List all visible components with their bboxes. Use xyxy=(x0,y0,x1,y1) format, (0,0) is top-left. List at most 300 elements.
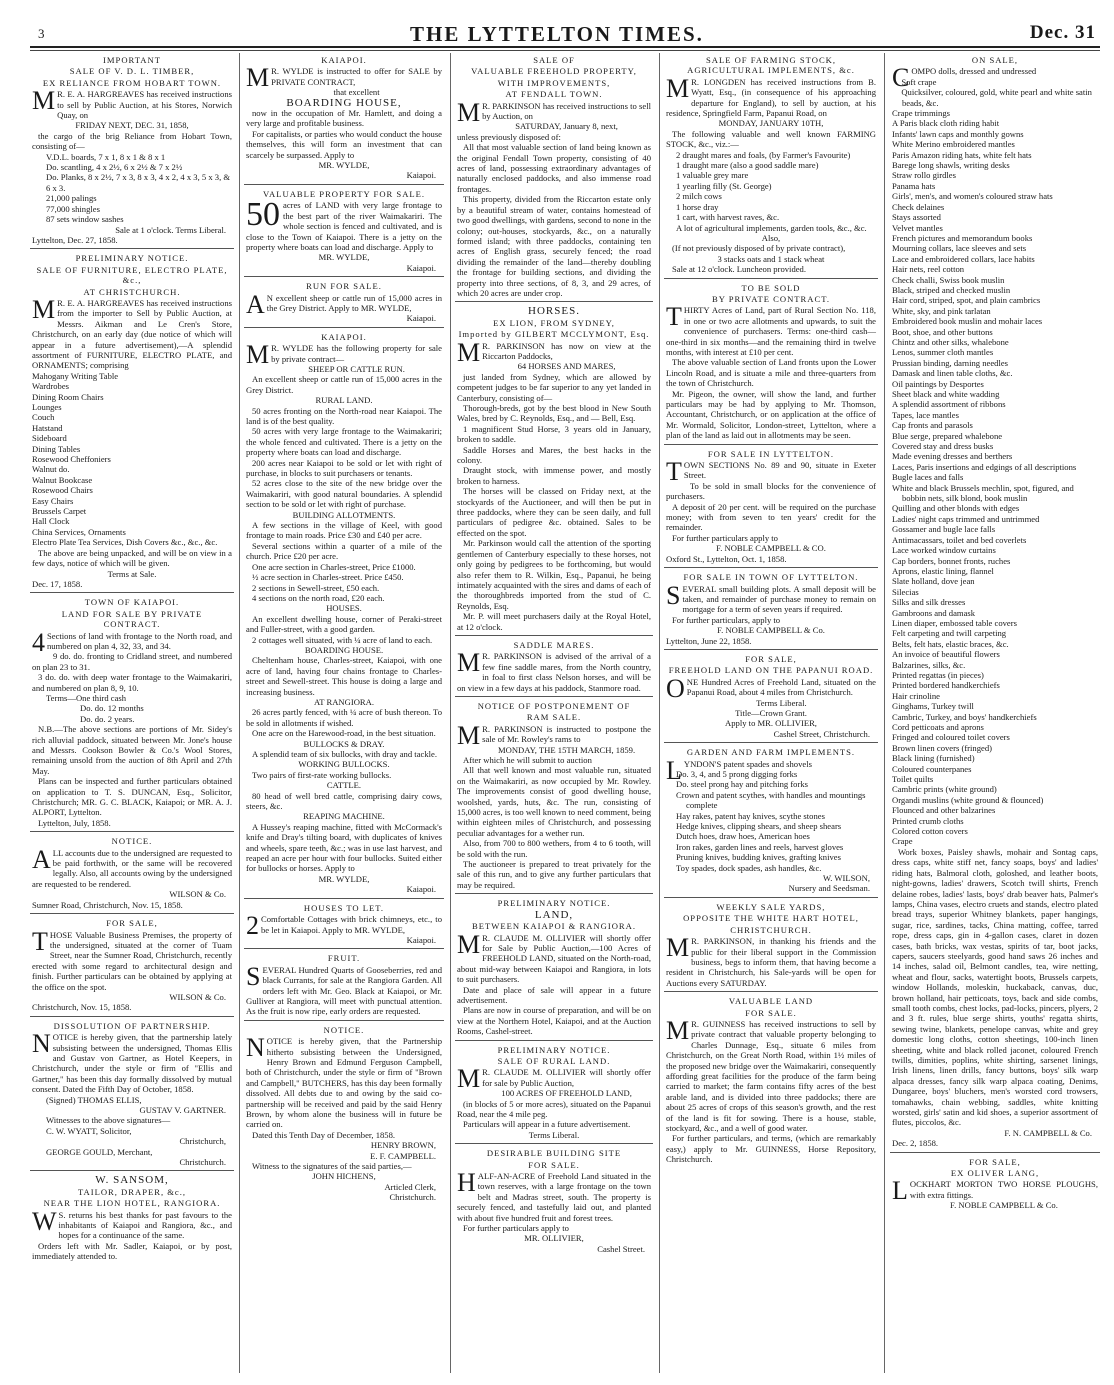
ad-date-line: MONDAY, JANUARY 10TH, xyxy=(718,118,824,129)
ad-body: To be sold in small blocks for the convenience of purchasers. xyxy=(666,480,876,502)
ad-heading: WEEKLY SALE YARDS, xyxy=(716,901,826,912)
list-item: Check challi, Swiss book muslin xyxy=(892,274,1005,285)
ad-list-item: V.D.L. boards, 7 x 1, 8 x 1 & 8 x 1 xyxy=(46,151,166,162)
list-item: Walnut Bookcase xyxy=(32,474,93,485)
ad-date: Dec. 2, 1858. xyxy=(892,1138,939,1149)
drop-cap: M xyxy=(457,1064,481,1094)
ad-heading: RUN FOR SALE. xyxy=(306,281,382,292)
column-divider xyxy=(884,53,885,1373)
ad-terms: Terms Liberal. xyxy=(528,1129,580,1140)
list-item: Cord petticoats and aprons xyxy=(892,722,984,732)
ad-body: Sale at 12 o'clock. Luncheon provided. xyxy=(672,264,806,275)
list-item: Hall Clock xyxy=(32,516,70,527)
ad-body: Sections of land with frontage to the North road, and numbered on plan 4, 32, 33, and 34. xyxy=(47,630,232,651)
ad-body: Saddle Horses and Mares, the best hacks in the colony. xyxy=(457,444,651,466)
drop-cap: T xyxy=(666,302,682,332)
drop-cap: M xyxy=(666,933,690,963)
ad-heading: Imported by GILBERT MCCLYMONT, Esq. xyxy=(458,329,650,340)
list-item: Slate holland, dove jean xyxy=(892,576,975,587)
ad-heading: NOTICE OF POSTPONEMENT OF xyxy=(477,700,631,711)
list-item: Hatstand xyxy=(32,422,63,433)
ad-heading: SALE OF FARMING STOCK, AGRICULTURAL IMPLEMENTS, &c. xyxy=(687,55,855,76)
ad-body: R. E. A. HARGREAVES has received instructions from the importer to Sell by Public Auction, at Messrs. Aikman and Le Cren's Store, Christchurch, on an early day (due notice of which will appear in a future advertisement),—A splendid assortment of FURNITURE, ELECTRO PLATE, and ORNAMENTS; comprising xyxy=(32,297,232,371)
ad-body: R. PARKINSON has received instructions to sell by Auction, on xyxy=(482,100,651,122)
list-item: French pictures and memorandum books xyxy=(892,232,1033,243)
advert-papanui-land xyxy=(664,652,878,743)
ad-heading: FOR SALE, xyxy=(745,653,797,664)
ad-heading: FOR SALE. xyxy=(528,1159,580,1170)
drop-cap: A xyxy=(246,289,265,319)
advert-dissolution xyxy=(30,1019,234,1172)
list-item: Toilet quilts xyxy=(892,774,934,785)
ad-body: 26 acres partly fenced, with ¼ acre of bush thereon. To be sold in allotments if wished. xyxy=(246,707,442,728)
list-item: Embroidered book muslin and mohair laces xyxy=(892,316,1043,327)
ad-signature: MR. WYLDE, xyxy=(318,252,370,263)
list-item: Belts, felt hats, elastic braces, &c. xyxy=(892,638,1009,649)
drop-cap: W xyxy=(32,1206,57,1236)
column-divider xyxy=(450,53,451,1373)
advert-land-kaiapoi-rangiora xyxy=(455,896,653,1040)
ad-body: R. WYLDE has the following property for sale by private contract— xyxy=(271,343,442,364)
advert-farming-stock xyxy=(664,53,878,279)
ad-body: All that most valuable section of land being known as the original Fendall Town property, consisting of 40 acres of land, possessing extraordinary advantages of naturally enclosed paddocks, and also immense road frontages. xyxy=(457,142,651,194)
ad-heading: VALUABLE FREEHOLD PROPERTY, xyxy=(471,66,637,77)
list-item: Flounced and other balzarines xyxy=(892,805,996,816)
ad-subheading: BULLOCKS & DRAY. xyxy=(303,738,385,749)
ad-subheading: BOARDING HOUSE. xyxy=(304,644,384,655)
ad-heading: ON SALE, xyxy=(971,55,1019,65)
ad-body: Also, from 700 to 800 wethers, from 4 to 6 tooth, will be sold with the run. xyxy=(457,838,651,859)
advert-building-plots xyxy=(664,570,878,650)
ad-body: 50 acres fronting on the North-road near Kaiapoi. The land is of the best quality. xyxy=(246,405,442,426)
list-item: Barege long shawls, writing desks xyxy=(892,160,1010,171)
advert-building-site xyxy=(455,1146,653,1257)
drop-cap: M xyxy=(457,337,481,367)
advert-garden-implements xyxy=(664,745,878,898)
ad-body: The horses will be classed on Friday next, at the stockyards of the Auctioneer, and will then be put in three paddocks, where they can be seen daily, and full particulars of pedigree &c. obtained. Sales to be effected on the spot. xyxy=(457,486,651,538)
ad-heading: SALE OF V. D. L. TIMBER, xyxy=(69,66,195,77)
list-item: White, sky, and pink tarlatan xyxy=(892,305,991,316)
drop-cap: S xyxy=(666,580,681,610)
drop-cap: T xyxy=(666,457,682,487)
ad-body: R. E. A. HARGREAVES has received instructions to sell by Public Auction, at his Stores, Norwich Quay, on xyxy=(57,89,232,121)
goods-list xyxy=(892,77,1098,847)
ad-body: Thorough-breds, got by the best blood in New South Wales, bred by C. Reynolds, Esq., and — Bell, Esq. xyxy=(457,403,651,424)
ad-heading: LAND, xyxy=(534,908,574,921)
advert-weekly-sale-yards xyxy=(664,900,878,992)
ad-body: 3 do. do. with deep water frontage to the Waimakariri, and numbered on plan 8, 9, 10. xyxy=(32,672,232,693)
ad-subheading: HOUSES. xyxy=(326,603,362,614)
list-item: Quicksilver, coloured, gold, white pearl and white satin beads, &c. xyxy=(901,87,1092,108)
list-item: Mahogany Writing Table xyxy=(32,370,119,381)
list-item: Iron rakes, garden lines and reels, harvest gloves xyxy=(676,841,844,852)
ad-date-line: FRIDAY NEXT, DEC. 31, 1858, xyxy=(75,120,189,131)
list-item: Girls', men's, and women's coloured straw hats xyxy=(892,191,1053,202)
ad-place: Cashel Street. xyxy=(597,1243,645,1254)
list-item: Crape trimmings xyxy=(892,108,950,119)
ad-heading: PRELIMINARY NOTICE. xyxy=(497,1044,611,1055)
ad-heading: HORSES. xyxy=(528,305,580,318)
ad-witness: JOHN HICHENS, xyxy=(312,1171,376,1182)
ad-body: An excellent dwelling house, corner of Peraki-street and Fuller-street, with a good garden. xyxy=(246,613,442,635)
ad-body: just landed from Sydney, which are allowed by competent judges to be far superior to any yet landed in Canterbury, consisting of— xyxy=(457,371,651,403)
ad-body: S. returns his best thanks for past favours to the inhabitants of Kaiapoi and Rangiora, &c., and hopes for a continuance of the same. xyxy=(58,1209,232,1241)
ad-body: OTICE is hereby given, that the partnership lately subsisting between the undersigned, Thomas Ellis and Gustav von Gartner, as Hotel Keepers, in Christchurch, under the style or firm of "Ellis and Gartner," has been this day formally dissolved by mutual consent. Dated the Fifth Day of October, 1858. xyxy=(32,1032,232,1095)
ad-body: N excellent sheep or cattle run of 15,000 acres in the Grey District. Apply to MR. WYLDE, xyxy=(266,292,442,313)
advert-lyttelton-sections xyxy=(664,447,878,568)
ad-heading: NOTICE. xyxy=(323,1024,365,1035)
ad-date-line: SATURDAY, January 8, next, xyxy=(515,121,618,132)
list-item: White and black Brussels mechlin, spot, figured, and bobbin nets, silk blond, book muslin xyxy=(892,482,1074,504)
ad-body: 80 head of well bred cattle, comprising dairy cows, steers, &c. xyxy=(246,790,442,812)
list-item: Hedge knives, clipping shears, and sheep shears xyxy=(676,821,842,832)
advert-sansom-tailor xyxy=(30,1173,234,1264)
ad-heading: NOTICE. xyxy=(111,836,153,847)
ad-heading: BY PRIVATE CONTRACT. xyxy=(712,293,830,304)
drop-cap: O xyxy=(666,673,685,703)
ad-terms: Terms Liberal. xyxy=(756,697,807,708)
ad-body: R. LONGDEN has received instructions from B. Wyatt, Esq., (in consequence of his approaching departure for England), to sell by auction, at his residence, Springfield Farm, Papanui Road, on xyxy=(666,76,876,119)
list-item: White Merino embroidered mantles xyxy=(892,139,1015,150)
ad-body: Comfortable Cottages with brick chimneys, etc., to be let in Kaiapoi. Apply to MR. WYLDE, xyxy=(261,914,442,935)
ad-terms: Terms—One third cash xyxy=(46,692,127,703)
ad-body: R. PARKINSON is instructed to postpone the sale of Mr. Rowley's rams to xyxy=(482,723,651,745)
list-item: Black lining (furnished) xyxy=(892,753,975,764)
ad-place: Kaiapoi. xyxy=(406,170,436,181)
advert-rural-land xyxy=(455,1043,653,1145)
drop-cap: L xyxy=(666,755,682,785)
ad-heading: BETWEEN KAIAPOI & RANGIORA. xyxy=(471,921,636,932)
list-item: Mourning collars, lace sleeves and sets xyxy=(892,243,1027,254)
implements-list xyxy=(666,769,876,873)
ad-body: Work boxes, Paisley shawls, mohair and Sontag caps, dress caps, white stiff net, fancy soaps, boys' and ladies' riding hats, Balmoral cloth, goloshed, and leather boots, night-gowns, ladies' drawers, Scotch twill shirts, French delaine robes, ladies' lasts, boys' drab beaver hats, Palmer's lamps, China vases, electro cruets and stands, electro plated bread trays, superior Whitney blankets, paper hangings, sugar, rice, sardines, tacks, China matting, coffee, tarred rope, dress caps, gin in 4-gallon cases, claret in dozen cases, bath bricks, wax vestas, spirits of tar, boot jacks, capers, saucers steelyards, good hand saws 26 inches and 14 inches, salad oil, Belmont candles, tea, wire netting, wheat and flour, sacks, watertight boots, Brussels carpets, window Hollands, moleskin, huckaback, canvas, duc, brown holland, hair petticoats, toys, back and side combs, small tooth combs, chest locks, pad-locks, pincers, plyers, 2 and 3 ft. rules, blue serge shirts, youths' regatta shirts, sewing twine, blankets, penelope canvas, white and grey domestic long cloths, cotton sheetings, 100-inch linen sheeting, white and black rolled jaconet, coloured French twills, dimities, poplins, white shirting, sarsenet linings, Irish linens, linen drills, fancy buttons, boys' silk warp alpaca dresses, fancy silk warp alpaca coating, Denims, Dungaree, boys' bluchers, men's worsted cord trowsers, tomahawks, chain webbing, saddles, white knitting worsted, girls' satin and kid shoes, a superior assortment of flutes, piccolos, &c. xyxy=(892,846,1098,1128)
drop-cap: M xyxy=(457,720,481,750)
column-divider xyxy=(239,53,240,1373)
ad-place: Kaiapoi. xyxy=(406,313,436,324)
list-item: Antimacassars, toilet and bed coverlets xyxy=(892,534,1027,545)
ad-body: NE Hundred Acres of Freehold Land, situated on the Papanui Road, about 4 miles from Christchurch. xyxy=(686,676,876,698)
ad-heading: FOR SALE, xyxy=(969,1156,1021,1167)
ad-body: HOSE Valuable Business Premises, the property of the undersigned, situated at the corner of Tuam Street, near the Sumner Road, Christchurch, recently erected with some regard to architectural design and finish. Further particulars can be obtained by applying at the office on the spot. xyxy=(32,929,232,992)
ad-heading: W. SANSOM, xyxy=(95,1174,169,1187)
column-2 xyxy=(244,53,444,1373)
ad-body: unless previously disposed of: xyxy=(457,131,561,142)
ad-body: R. CLAUDE M. OLLIVIER will shortly offer for Sale by Public Auction,—100 Acres of FREEHOLD LAND, situated on the North-road, about mid-way between Kaiapoi and Rangiora, in lots to suit purchasers. xyxy=(457,932,651,985)
advert-wylde-property-list xyxy=(244,330,444,899)
ad-body: OMPO dolls, dressed and undressed xyxy=(911,66,1037,77)
ad-list-item: 21,000 palings xyxy=(46,193,97,204)
ad-place: Cashel Street, Christchurch. xyxy=(773,728,870,739)
ad-body: One acre on the Harewood-road, in the best situation. xyxy=(252,728,436,739)
ad-signature: E. F. CAMPBELL. xyxy=(370,1150,436,1161)
advert-wilson-notice xyxy=(30,834,234,914)
ad-body: 50 acres with very large frontage to the Waimakariri; the whole fenced and cultivated. There is a jetty on the property where boats can load and discharge. xyxy=(246,426,442,458)
list-item: Black, striped and checked muslin xyxy=(892,284,1011,295)
ad-heading: VALUABLE LAND xyxy=(728,996,814,1007)
list-item: Infants' lawn caps and monthly gowns xyxy=(892,128,1024,139)
ad-heading: RAM SALE. xyxy=(526,712,582,723)
ad-body: Mr. P. will meet purchasers daily at the Royal Hotel, at 12 o'clock. xyxy=(457,611,651,632)
list-item: Colored cotton covers xyxy=(892,826,968,837)
list-item: Crown and patent scythes, with handles and mountings complete xyxy=(676,789,866,811)
advert-private-contract xyxy=(664,281,878,445)
ad-body: R. GUINNESS has received instructions to sell by private contract that valuable property belonging to Charles Dunnage, Esq., situate 6 miles from Christchurch, on the Great North Road, within 1½ miles of the proposed new bridge over the Waimakariri, consequently affording great facilities for the produce of the farm being carried to market; the farm contains fifty acres of the best arable land, and is divided into three paddocks; there are about 25 acres of crops of this season's growth, and the rest of the land is fit for sowing. There is a house, stable, stockyard, &c., and a well of good water. xyxy=(666,1018,876,1133)
list-item: Felt carpeting and twill carpeting xyxy=(892,628,1007,639)
ad-heading: NEAR THE LION HOTEL, RANGIORA. xyxy=(43,1198,221,1209)
ad-subheading: BOARDING HOUSE, xyxy=(286,96,402,109)
list-item: Coloured counterpanes xyxy=(892,763,972,774)
ad-body: OTICE is hereby given, that the Partnership hitherto subsisting between the Undersigned, Henry Brown and Edmund Ferguson Campbell, both of Christchurch, under the style or firm of "Brown and Campbell," BUTCHERS, has this day been formally dissolved. All debts due to and owing by the said co-partnership will be received and paid by the said Henry Brown, by whom alone the business will in future be carried on. xyxy=(246,1036,442,1130)
ad-place: Kaiapoi. xyxy=(406,934,436,945)
drop-cap: N xyxy=(246,1033,265,1063)
drop-cap: M xyxy=(457,97,481,127)
newspaper-title: THE LYTTELTON TIMES. xyxy=(410,22,704,46)
ad-heading: SALE OF FURNITURE, ELECTRO PLATE, &c., xyxy=(36,264,228,286)
ad-body: 4 sections on the north road, £20 each. xyxy=(252,592,385,603)
list-item: Stays assorted xyxy=(892,212,941,223)
ad-body: R. PARKINSON, in thanking his friends and the public for their liberal support in the Commission business, begs to inform them, that having become a resident in Christchurch, his Sale-yards will be open for Auctions every SATURDAY. xyxy=(666,936,876,988)
advert-kaiapoi-land xyxy=(30,595,234,832)
list-item: Lenos, summer cloth mantles xyxy=(892,347,994,358)
list-item: Cap borders, bonnet fronts, ruches xyxy=(892,555,1011,566)
ad-witness: Christchurch. xyxy=(389,1192,436,1203)
ad-heading: KAIAPOI. xyxy=(321,331,367,342)
advert-business-premises xyxy=(30,916,234,1017)
page-number: 3 xyxy=(38,26,45,41)
drop-cap: T xyxy=(32,926,48,956)
list-item: Quilling and other blonds with edges xyxy=(892,503,1020,514)
ad-heading: WITH IMPROVEMENTS, xyxy=(497,77,611,88)
list-item: 1 cart, with harvest raves, &c. xyxy=(676,212,780,223)
ad-body: An excellent sheep or cattle run of 15,000 acres in the Grey District. xyxy=(246,374,442,395)
ad-body: now in the occupation of Mr. Hamlett, and doing a very large and profitable business. xyxy=(246,108,442,129)
list-item: Hair crinoline xyxy=(892,690,940,701)
list-item: Do. steel prong hay and pitching forks xyxy=(676,779,808,790)
drop-cap: M xyxy=(666,73,690,103)
ad-signature: HENRY BROWN, xyxy=(370,1140,436,1151)
ad-signature: MR. WYLDE, xyxy=(318,873,370,884)
ad-signature: MR. OLLIVIER, xyxy=(524,1233,584,1244)
ad-body: Particulars will appear in a future advertisement. xyxy=(463,1119,631,1130)
advert-valuable-property xyxy=(244,187,444,277)
ad-body: N.B.—The above sections are portions of Mr. Sidey's rich alluvial paddock, situated between Mr. Jone's house and Messrs. Cookson Bowler & Co.'s Wool Stores, remaining unsold from the auction of 8th April and 27th May. xyxy=(32,724,232,776)
list-item: Straw rollo girdles xyxy=(892,170,956,181)
advert-partnership-notice xyxy=(244,1023,444,1206)
advert-ram-sale xyxy=(455,699,653,894)
ad-heading: FRUIT. xyxy=(327,953,361,964)
list-item: Hair cord, striped, spot, and plain cambrics xyxy=(892,295,1041,306)
list-item: Balzarines, silks, &c. xyxy=(892,659,966,670)
list-item: Printed bordered handkerchiefs xyxy=(892,680,1000,691)
ad-date: Christchurch, Nov. 15, 1858. xyxy=(32,1002,132,1013)
advert-fruit xyxy=(244,951,444,1020)
list-item: Easy Chairs xyxy=(32,495,74,506)
ad-terms: Sale at 1 o'clock. Terms Liberal. xyxy=(115,224,226,235)
ad-body: For further particulars, and terms, (which are remarkably easy,) apply to Mr. GUINNESS, Horse Repository, Christchurch. xyxy=(666,1133,876,1165)
list-item: Pruning knives, budding knives, grafting knives xyxy=(676,852,841,863)
ad-body: A Hussey's reaping machine, fitted with McCormack's knife and Dray's tilting board, with duplicates of knives and wheels, spare teeth, &c.; was in use last harvest, and reaped an acre per hour with four bullocks. Suited either for bullocks or horses. Apply to xyxy=(246,821,442,874)
drop-cap: A xyxy=(32,844,51,874)
ad-heading: PRELIMINARY NOTICE. xyxy=(75,253,189,264)
ad-body: YNDON'S patent spades and shovels xyxy=(683,758,812,769)
ad-list-item: Do. Planks, 8 x 2½, 7 x 3, 8 x 3, 4 x 2, 4 x 3, 5 x 3, & 6 x 3. xyxy=(46,172,231,193)
list-item: An invoice of beautiful flowers xyxy=(892,649,1000,660)
ad-body: R. WYLDE is instructed to offer for SALE by PRIVATE CONTRACT, xyxy=(271,66,442,87)
ad-heading: VALUABLE PROPERTY FOR SALE. xyxy=(262,188,426,199)
ad-signature: F. NOBLE CAMPBELL & CO. xyxy=(716,543,826,554)
ad-body: The auctioneer is prepared to treat privately for the sale of this run, and to give any further particulars that may be required. xyxy=(457,859,651,890)
ad-terms: Title—Crown Grant. xyxy=(735,707,807,718)
ad-signature: WILSON & Co. xyxy=(169,991,226,1002)
list-item: Boot, shoe, and other buttons xyxy=(892,326,993,337)
ad-terms: Do. do. 2 years. xyxy=(80,713,135,724)
ad-body: This property, divided from the Riccarton estate only by a beautiful stream of water, contains homestead of two good dwellings, with gardens, second to none in the colony; out-houses, stockyards, &c., on a naturally formed island; with three paddocks, containing ten acres of English grass, securely fenced; the road dividing the remainder of the land—thereby doubling the frontage for building sections, and dividing the property into three sections, of 8, 3, and 29 acres, of which 20 acres are under crop. xyxy=(457,194,651,298)
ad-heading: FOR SALE IN LYTTELTON. xyxy=(707,448,835,459)
list-item: Fringed and coloured toilet covers xyxy=(892,732,1010,743)
ad-subheading: 100 ACRES OF FREEHOLD LAND, xyxy=(501,1088,632,1099)
ad-terms: Terms at Sale. xyxy=(107,568,157,579)
list-item: Soft crape xyxy=(901,76,937,87)
ad-date: Lyttelton, Dec. 27, 1858. xyxy=(32,234,118,245)
ad-heading: KAIAPOI. xyxy=(321,55,367,65)
stock-list xyxy=(666,150,876,233)
ad-body: For further particulars apply to xyxy=(463,1223,569,1234)
ad-subheading: REAPING MACHINE. xyxy=(303,811,385,822)
ad-body: Orders left with Mr. Sadler, Kaiapoi, or by post, immediately attended to. xyxy=(32,1240,232,1262)
list-item: Gossamer and bugle lace falls xyxy=(892,524,996,535)
ad-signature: Nursery and Seedsman. xyxy=(788,883,870,894)
list-item: Lounges xyxy=(32,402,62,412)
ad-heading: DISSOLUTION OF PARTNERSHIP. xyxy=(53,1020,211,1031)
advert-timber-sale xyxy=(30,53,234,249)
ad-subheading: CATTLE. xyxy=(326,780,362,791)
ad-signature: F. NOBLE CAMPBELL & Co. xyxy=(950,1200,1058,1211)
masthead-rule-thin xyxy=(30,50,1100,51)
ad-witness: C. W. WYATT, Solicitor, xyxy=(46,1125,132,1136)
drop-cap: M xyxy=(246,340,270,370)
ad-heading: EX OLIVER LANG, xyxy=(950,1168,1040,1179)
list-item: Dining Room Chairs xyxy=(32,391,104,402)
ad-heading: LAND FOR SALE BY PRIVATE CONTRACT. xyxy=(61,608,203,630)
ad-heading: DESIRABLE BUILDING SITE xyxy=(486,1148,622,1159)
ad-body: The above are being unpacked, and will be on view in a few days, notice of which will be given. xyxy=(32,547,232,569)
ad-body: After which he will submit to auction xyxy=(463,755,592,765)
advert-valuable-land xyxy=(664,994,878,1168)
ad-signature: Apply to MR. OLLIVIER, xyxy=(725,718,817,729)
drop-cap: S xyxy=(246,961,261,991)
ad-signature: F. NOBLE CAMPBELL & Co. xyxy=(717,625,825,636)
ad-body: LL accounts due to the undersigned are requested to be paid forthwith, or the same will be recovered legally. Also, all accounts owing by the undersigned are requested to be rendered. xyxy=(32,847,232,889)
ad-date: Lyttelton, July, 1858. xyxy=(38,817,111,828)
advert-houses-to-let xyxy=(244,901,444,950)
ad-witness: Christchurch. xyxy=(179,1157,226,1168)
list-item: Organdi muslins (white ground & flounced) xyxy=(892,794,1044,805)
ad-list-item: Do. scantling, 4 x 2½, 6 x 2½ & 7 x 2½ xyxy=(46,162,183,173)
list-item: Sideboard xyxy=(32,433,67,444)
list-item: Covered stay and dress busks xyxy=(892,441,994,452)
ad-body: One acre section in Charles-street, Price £1000. xyxy=(252,561,416,572)
ad-body: Cheltenham house, Charles-street, Kaiapoi, with one acre of land, having four chains frontage to Charles-street and Sewell-street. This house is doing a large and increasing business. xyxy=(246,655,442,697)
ad-heading: EX LION, FROM SYDNEY, xyxy=(493,317,615,328)
drop-cap: M xyxy=(457,929,481,959)
ad-body: OWN SECTIONS No. 89 and 90, situate in Exeter Street. xyxy=(683,460,876,481)
ad-witness: Christchurch, xyxy=(179,1136,226,1147)
ad-body: Also, xyxy=(761,232,781,243)
ad-body: Mr. Parkinson would call the attention of the sporting gentlemen of Canterbury especially to these horses, not only going by pedigrees to be forthcoming, but would also refer them to R. Wilkin, Esq., Papanui, he being intimately acquainted with the sires and dams of each of the thoroughbreds imported from the stud of C. Reynolds, Esq. xyxy=(457,538,651,611)
ad-body: 9 do. do. fronting to Cridland street, and numbered on plan 23 to 31. xyxy=(32,651,232,672)
ad-list-item: 77,000 shingles xyxy=(46,203,100,214)
ad-heading: FOR SALE, xyxy=(106,918,158,929)
drop-cap: 50 xyxy=(246,196,280,234)
list-item: Aprons, elastic lining, flannel xyxy=(892,565,994,576)
ad-heading: EX RELIANCE FROM HOBART TOWN. xyxy=(42,77,222,88)
ad-heading: GARDEN AND FARM IMPLEMENTS. xyxy=(686,747,856,758)
ad-subheading: RURAL LAND. xyxy=(315,395,373,406)
ad-body: 200 acres near Kaiapoi to be sold or let with right of purchase, in blocks to suit purchasers or tenants. xyxy=(246,457,442,479)
masthead-rule xyxy=(30,46,1100,48)
ad-body: (If not previously disposed of by private contract), xyxy=(672,243,846,254)
list-item: Electro Plate Tea Services, Dish Covers &c., &c., &c. xyxy=(32,537,218,548)
list-item: Ginghams, Turkey twill xyxy=(892,701,974,712)
ad-body: For further particulars apply to xyxy=(672,532,778,543)
list-item: Dutch hoes, draw hoes, American hoes xyxy=(676,831,810,842)
list-item: Ladies' night caps trimmed and untrimmed xyxy=(892,513,1040,524)
list-item: Dining Tables xyxy=(32,443,81,454)
list-item: Silks and silk dresses xyxy=(892,597,966,608)
drop-cap: M xyxy=(457,648,481,678)
ad-subheading: WORKING BULLOCKS. xyxy=(298,759,390,770)
ad-body: The following valuable and well known FARMING STOCK, &c., viz.:— xyxy=(666,128,876,150)
ad-place: Kaiapoi. xyxy=(406,262,436,273)
ad-body: 1 magnificent Stud Horse, 3 years old in January, broken to saddle. xyxy=(457,423,651,445)
list-item: 1 horse dray xyxy=(676,201,719,212)
ad-witness: Witness to the signatures of the said parties,— xyxy=(252,1161,412,1172)
drop-cap: M xyxy=(246,63,270,93)
ad-body: R. PARKINSON is advised of the arrival of a few fine saddle mares, from the North country, in foal to first class Nelson horses, and will be on view in a few days at his paddock, Stanmore road. xyxy=(457,651,651,693)
list-item: Bugle laces and falls xyxy=(892,472,964,483)
list-item: Panama hats xyxy=(892,180,936,191)
drop-cap: 4 xyxy=(32,627,45,657)
list-item: Chintz and other silks, whalebone xyxy=(892,336,1009,347)
ad-body: For capitalists, or parties who would conduct the house themselves, this will form an investment that can scarcely be surpassed. Apply to xyxy=(246,128,442,160)
list-item: Hay rakes, patent hay knives, scythe stones xyxy=(676,810,825,821)
list-item: A lot of agricultural implements, garden tools, &c., &c. xyxy=(676,222,867,233)
drop-cap: N xyxy=(32,1029,51,1059)
list-item: 1 draught mare (also a good saddle mare) xyxy=(676,160,819,171)
ad-body: acres of LAND with very large frontage to the best part of the river Waimakariri. The whole section is fenced and cultivated, and is close to the Town of Kaiapoi. There is a jetty on the property where boats can load and discharge. Apply to xyxy=(246,200,442,252)
drop-cap: 2 xyxy=(246,911,259,941)
column-4 xyxy=(664,53,878,1373)
ad-heading: FOR SALE. xyxy=(745,1007,797,1018)
ad-body: Several sections within a quarter of a mile of the church. Price £20 per acre. xyxy=(246,540,442,562)
ad-heading: AT CHRISTCHURCH. xyxy=(83,286,181,297)
list-item: Brown linen covers (fringed) xyxy=(892,742,992,753)
ad-body: EVERAL small building plots. A small deposit will be taken, and remainder of purchase money to remain on mortgage for a term of seven years if required. xyxy=(682,583,876,615)
ad-heading: SALE OF xyxy=(533,55,575,65)
list-item: A splendid assortment of ribbons xyxy=(892,399,1006,410)
ad-heading: TAILOR, DRAPER, &c., xyxy=(77,1186,187,1197)
drop-cap: M xyxy=(666,1015,690,1045)
ad-body: For further particulars, apply to xyxy=(672,614,781,625)
ad-heading: SALE OF RURAL LAND. xyxy=(497,1055,611,1066)
ad-date: Lyttelton, June 22, 1858. xyxy=(666,635,752,646)
ad-body: R. CLAUDE M. OLLIVIER will shortly offer for sale by Public Auction, xyxy=(482,1067,651,1088)
ad-body: the cargo of the brig Reliance from Hobart Town, consisting of— xyxy=(32,130,232,152)
ad-signature: MR. WYLDE, xyxy=(318,160,370,171)
list-item: Brussels Carpet xyxy=(32,506,87,517)
ad-body: HIRTY Acres of Land, part of Rural Section No. 118, in one or two acre allotments and upwards, to suit the convenience of purchasers. Terms: one-third cash—one-third in six months—and the remaining third in twelve months, with interest at £10 per cent. xyxy=(666,305,876,357)
list-item: Couch xyxy=(32,412,55,423)
